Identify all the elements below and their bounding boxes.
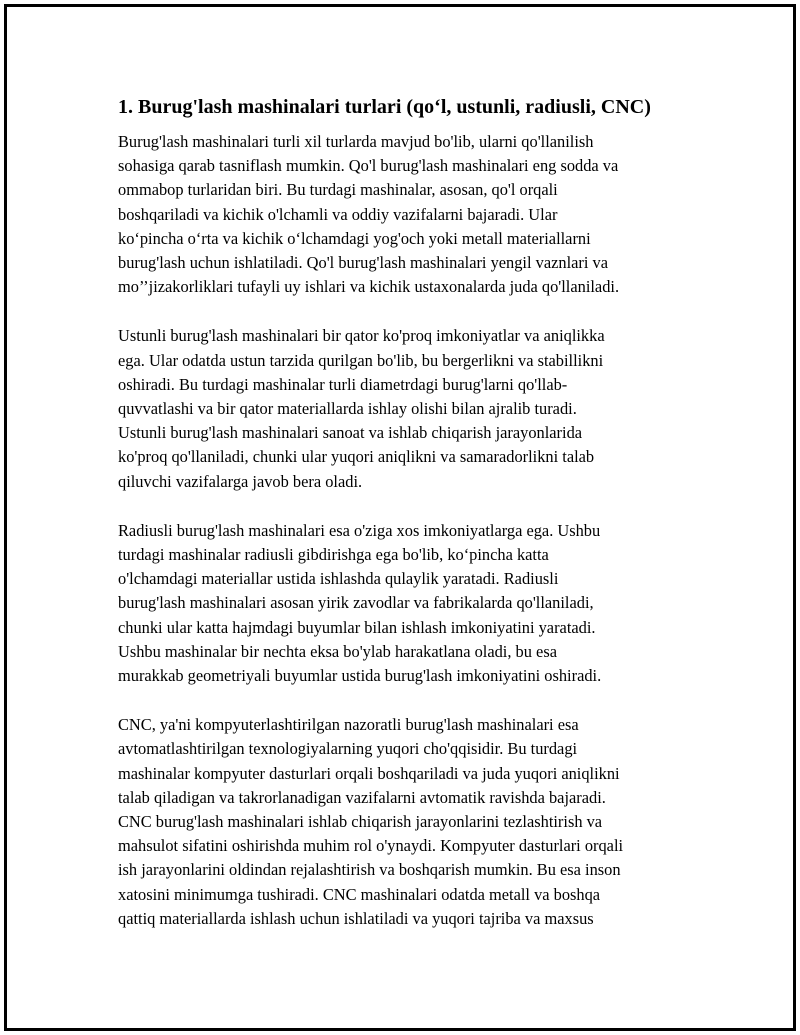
text-line: ish jarayonlarini oldindan rejalashtirish va boshqarish mumkin. Bu esa inson <box>118 860 621 880</box>
text-line: quvvatlashi va bir qator materiallarda ishlay olishi bilan ajralib turadi. <box>118 399 577 419</box>
text-line: ko‘pincha o‘rta va kichik o‘lchamdagi yog'och yoki metall materiallarni <box>118 228 591 248</box>
text-line: avtomatlashtirilgan texnologiyalarning yuqori cho'qqisidir. Bu turdagi <box>118 739 578 759</box>
text-line: Radiusli burug'lash mashinalari esa o'ziga xos imkoniyatlarga ega. Ushbu <box>118 520 601 540</box>
text-line: Ustunli burug'lash mashinalari sanoat va ishlab chiqarish jarayonlarida <box>118 423 583 443</box>
text-line: mahsulot sifatini oshirishda muhim rol o'ynaydi. Kompyuter dasturlari orqali <box>118 836 624 856</box>
text-line: burug'lash uchun ishlatiladi. Qo'l burug'lash mashinalari yengil vaznlari va <box>118 253 608 273</box>
text-line: xatosini minimumga tushiradi. CNC mashinalari odatda metall va boshqa <box>118 884 601 904</box>
text-line: mo’’jizakorliklari tufayli uy ishlari va kichik ustaxonalarda juda qo'llaniladi. <box>118 277 620 297</box>
text-line: ommabop turlaridan biri. Bu turdagi mashinalar, asosan, qo'l orqali <box>118 180 558 200</box>
paragraph <box>118 130 688 299</box>
text-line: turdagi mashinalar radiusli gibdirishga ega bo'lib, ko‘pincha katta <box>118 545 549 565</box>
text-line: boshqariladi va kichik o'lchamli va oddiy vazifalarni bajaradi. Ular <box>118 204 558 224</box>
text-line: mashinalar kompyuter dasturlari orqali boshqariladi va juda yuqori aniqlikni <box>118 763 620 783</box>
paragraph <box>118 713 688 931</box>
text-line: talab qiladigan va takrorlanadigan vazifalarni avtomatik ravishda bajaradi. <box>118 787 606 807</box>
text-line: sohasiga qarab tasniflash mumkin. Qo'l burug'lash mashinalari eng sodda va <box>118 156 619 176</box>
paragraph-container <box>118 130 688 931</box>
text-line: ega. Ular odatda ustun tarzida qurilgan bo'lib, bu bergerlikni va stabillikni <box>118 350 604 370</box>
paragraph <box>118 324 688 493</box>
text-line: ko'proq qo'llaniladi, chunki ular yuqori aniqlikni va samaradorlikni talab <box>118 447 595 467</box>
text-line: CNC burug'lash mashinalari ishlab chiqarish jarayonlarini tezlashtirish va <box>118 812 603 832</box>
text-line: murakkab geometriyali buyumlar ustida burug'lash imkoniyatini oshiradi. <box>118 666 602 686</box>
text-line: qiluvchi vazifalarga javob bera oladi. <box>118 471 363 491</box>
text-line: qattiq materiallarda ishlash uchun ishlatiladi va yuqori tajriba va maxsus <box>118 908 594 928</box>
paragraph <box>118 519 688 688</box>
section-heading: 1. Burug'lash mashinalari turlari (qo‘l, ustunli, radiusli, CNC) <box>118 96 651 118</box>
text-line: burug'lash mashinalari asosan yirik zavodlar va fabrikalarda qo'llaniladi, <box>118 593 594 613</box>
text-line: o'lchamdagi materiallar ustida ishlashda qulaylik yaratadi. Radiusli <box>118 569 559 589</box>
document-body <box>118 94 688 956</box>
text-line: chunki ular katta hajmdagi buyumlar bilan ishlash imkoniyatini yaratadi. <box>118 617 596 637</box>
text-line: Ushbu mashinalar bir nechta eksa bo'ylab harakatlana oladi, bu esa <box>118 641 557 661</box>
text-line: oshiradi. Bu turdagi mashinalar turli diametrdagi burug'larni qo'llab- <box>118 374 568 394</box>
text-line: Ustunli burug'lash mashinalari bir qator ko'proq imkoniyatlar va aniqlikka <box>118 326 605 346</box>
text-line: Burug'lash mashinalari turli xil turlarda mavjud bo'lib, ularni qo'llanilish <box>118 132 594 151</box>
text-line: CNC, ya'ni kompyuterlashtirilgan nazoratli burug'lash mashinalari esa <box>118 715 579 735</box>
